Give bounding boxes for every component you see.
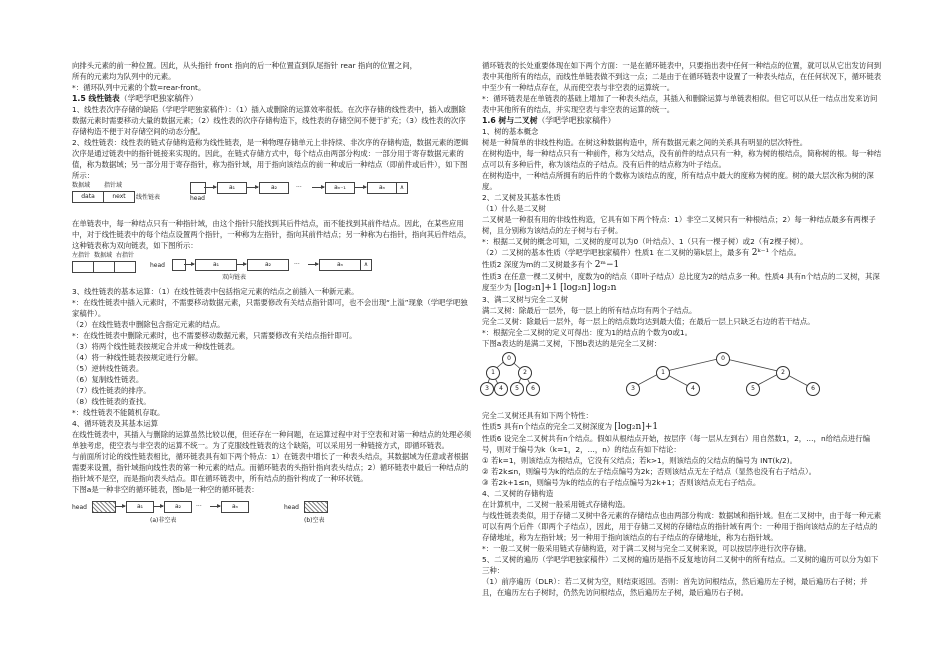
tree-node: 1 bbox=[656, 366, 670, 380]
paragraph: 在树构造中，一种结点所拥有的后件的个数称为该结点的度，所有结点中最大的度称为树的度。树的最大层次称为树的深度。 bbox=[482, 171, 874, 191]
paragraph: 1、线性表次序存储的缺陷（学吧学吧独家稿件）：（1）插入或删除的运算效率很低。在次序存储的线性表中，插入或删除数据元素时需要移动大量的数据元素；（2）线性表的次序存储构造下，线性表的存储空间不便于扩充；（3）线性表的次序存储构造不便于对存储空间的动态分配。 bbox=[72, 105, 466, 136]
head-label: head bbox=[190, 195, 205, 202]
ellipsis: ··· bbox=[294, 261, 300, 268]
paragraph: *：线性链表不能随机存取。 bbox=[72, 408, 165, 417]
formula: [log₂n]+1 bbox=[614, 422, 659, 432]
paragraph: 2、二叉树及其基本性质 bbox=[482, 193, 561, 202]
paragraph: 在计算机中，二叉树一般采用链式存储构造。 bbox=[482, 500, 630, 509]
list-node: a₂ bbox=[247, 259, 289, 271]
list-node: a₁ bbox=[126, 501, 154, 513]
formula: log₂n bbox=[592, 283, 617, 293]
tree-node: 6 bbox=[806, 382, 820, 396]
ellipsis: ··· bbox=[296, 184, 302, 191]
left-column bbox=[72, 60, 472, 528]
section-note: （学吧学吧独家稿件） bbox=[119, 94, 198, 103]
tree-edges bbox=[482, 350, 882, 408]
property-5 bbox=[482, 421, 882, 433]
tree-node: 2 bbox=[518, 366, 532, 380]
arrow bbox=[153, 506, 163, 507]
caption: 线性链表 bbox=[136, 194, 161, 201]
intro-line-2: 所有的元素均为队列中的元素。 bbox=[72, 72, 176, 81]
arrow bbox=[312, 187, 324, 188]
data-cell bbox=[93, 261, 115, 273]
paragraph: 与前面所讨论的线性链表相比，循环链表具有如下两个特点：1）在链表中增长了一种表头结点，其数据域为任意或者根据需要来设置，指针域指向线性表的第一种元素的结点。而循环链表的头指针指向表头结点；2）循环链表中最后一种结点的指针域不是空，而是指向表头结点。即在循环链表中，所有结点的指针构成了一种环状链。 bbox=[72, 452, 469, 483]
paragraph: 性质6 设完全二叉树共有n个结点。假如从根结点开始，按层序（每一层从左到右）用自然数1，2，…，n给结点进行编号，则对于编号为k（k=1，2，…，n）的结点有如下结论： bbox=[482, 434, 870, 454]
paragraph: *：循环链表是在单链表的基础上增加了一种表头结点，其插入和删除运算与单链表相似。但它可以从任一结点出发来访问表中其他所有的结点，并实现空表与非空表的运算的统一。 bbox=[482, 94, 878, 114]
arrow bbox=[115, 506, 125, 507]
caption-a: (a)非空表 bbox=[150, 517, 177, 524]
paragraph: （2）在线性链表中删除包含指定元素的结点。 bbox=[72, 320, 225, 329]
section-heading-1-6 bbox=[482, 115, 882, 126]
paragraph: 3、满二叉树与完全二叉树 bbox=[482, 295, 569, 304]
paragraph: （1）什么是二叉树 bbox=[482, 204, 546, 213]
tree-root-node: 0 bbox=[716, 352, 730, 366]
section-number: 1.5 bbox=[72, 94, 86, 103]
circular-list-diagram bbox=[72, 496, 472, 526]
formula: 2ᵏ⁻¹ bbox=[751, 248, 770, 258]
paragraph: 循环链表的长处重要体现在如下两个方面：一是在循环链表中，只要指出表中任何一种结点的位置，就可以从它出发访问到表中其他所有的结点，而线性单链表做不到这一点；二是由于在循环链表中设置了一种表头结点，在任何状况下，循环链表中至少有一种结点存在，从而使空表与非空表的运算统一。 bbox=[482, 61, 882, 92]
arrow bbox=[246, 187, 258, 188]
formula: [log₂n]+1 bbox=[513, 283, 558, 293]
list-node: a₁ bbox=[195, 259, 237, 271]
property-text: 性质3 在任意一棵二叉树中，度数为0的结点（即叶子结点）总比度为2的结点多一种。性质4 具有n个结点的二叉树，其深度至少为 bbox=[482, 272, 880, 292]
caption: 双向链表 bbox=[222, 274, 247, 281]
node-data-cell: data bbox=[72, 191, 104, 203]
intro-line-1: 向排头元素的前一种位置。因此，从头指针 front 指向的后一种位置直到队尾指针 rear 指向的位置之间， bbox=[72, 61, 417, 70]
paragraph: 树是一种简单的非线性构造。在树这种数据构造中，所有数据元素之间的关系具有明显的层次特性。 bbox=[482, 138, 808, 147]
ellipsis: ··· bbox=[196, 503, 202, 510]
property-1 bbox=[482, 247, 882, 259]
paragraph: （5）逆转线性链表。 bbox=[72, 364, 144, 373]
paragraph: （7）线性链表的排序。 bbox=[72, 386, 151, 395]
header-node bbox=[92, 501, 116, 513]
pointer-field-label: 指针域 bbox=[104, 182, 123, 189]
head-cell bbox=[172, 259, 186, 271]
formula: 2ᵐ−1 bbox=[594, 260, 620, 270]
paragraph: 二叉树是一种很有用的非线性构造，它具有如下两个特点：1）非空二叉树只有一种根结点；2）每一种结点最多有两棵子树，且分别称为该结点的左子树与右子树。 bbox=[482, 215, 876, 235]
binary-tree-diagram bbox=[482, 350, 882, 408]
paragraph: 4、循环链表及其基本运算 bbox=[72, 419, 159, 428]
property-2 bbox=[482, 259, 882, 271]
doubly-linked-list-diagram bbox=[72, 252, 472, 284]
property-text: 性质2 深度为m的二叉树最多有个 bbox=[482, 260, 593, 269]
section-title: 线性链表 bbox=[88, 94, 120, 103]
section-title: 树与二叉树 bbox=[498, 116, 538, 125]
paragraph: 下图a是一种非空的循环链表，图b是一种空的循环链表： bbox=[72, 485, 259, 494]
section-note: （学吧学吧独家稿件） bbox=[537, 116, 616, 125]
paragraph: （8）线性链表的查找。 bbox=[72, 397, 151, 406]
list-node: a₂ bbox=[259, 182, 289, 194]
paragraph: （1）前序遍历（DLR）：若二叉树为空，则结束返回。否则：首先访问根结点，然后遍历左子树，最后遍历右子树；并且，在遍历左右子树时，仍然先访问根结点，然后遍历左子树，最后遍历右子树。 bbox=[482, 577, 868, 597]
paragraph: 在线性链表中，其插入与删除的运算虽然比较以便，但还存在一种问题，在运算过程中对于空表和对第一种结点的处理必须单独考虑，使空表与非空表的运算不统一。为了克服线性链表的这个缺陷，可以采用另一种链接方式，即循环链表。 bbox=[72, 430, 472, 450]
caption-b: (b)空表 bbox=[304, 517, 325, 524]
paragraph: *：根据二叉树的概念可知，二叉树的度可以为0（叶结点）、1（只有一棵子树）或2（有2棵子树）。 bbox=[482, 237, 808, 246]
property-text: （2）二叉树的基本性质（学吧学吧独家稿件）性质1 在二叉树的第k层上，最多有 bbox=[482, 248, 750, 257]
paragraph: 在树构造中，每一种结点只有一种前件，称为父结点，没有前件的结点只有一种，称为树的根结点，简称树的根。每一种结点可以有多种后件，称为该结点的子结点。没有后件的结点称为叶子结点。 bbox=[482, 149, 882, 169]
singly-linked-list-diagram bbox=[72, 182, 472, 216]
head-label: head bbox=[284, 504, 299, 511]
list-node: a₂ bbox=[164, 501, 192, 513]
data-field-label: 数据域 bbox=[72, 182, 91, 189]
tree-node: 3 bbox=[626, 382, 640, 396]
node-next-cell: next bbox=[103, 191, 135, 203]
paragraph: 4、二叉树的存储构造 bbox=[482, 489, 554, 498]
paragraph: （6）复制线性链表。 bbox=[72, 375, 144, 384]
tree-node: 4 bbox=[686, 382, 700, 396]
paragraph: 完全二叉树还具有如下两个特性： bbox=[482, 411, 593, 420]
arrow bbox=[236, 264, 246, 265]
null-cell: ∧ bbox=[360, 259, 372, 271]
paragraph: 与线性链表类似，用于存储二叉树中各元素的存储结点也由两部分构成：数据域和指针域。但在二叉树中，由于每一种元素可以有两个后件（即两个子结点），因此，用于存储二叉树的存储结点的指针域有两个：一种用于指向该结点的左子结点的存储地址，称为左指针域；另一种用于指向该结点的右子结点的存储地址，称为右指针域。 bbox=[482, 511, 882, 542]
tree-node: 2 bbox=[776, 366, 790, 380]
paragraph: ③ 若2k+1≤n，则编号为k的结点的右子结点编号为2k+1；否则该结点无右子结点。 bbox=[482, 478, 761, 487]
tree-node: 6 bbox=[526, 382, 540, 396]
paragraph: ① 若k=1，则该结点为根结点，它没有父结点；若k>1，则该结点的父结点的编号为 INT(k/2)。 bbox=[482, 456, 798, 465]
paragraph: *：根据完全二叉树的定义可得出：度为1的结点的个数为0或1。 bbox=[482, 328, 692, 337]
data-field-label: 数据域 bbox=[94, 252, 113, 259]
formula-suffix: 个结点。 bbox=[771, 248, 801, 257]
header-node bbox=[304, 501, 328, 513]
list-node: a₁ bbox=[217, 182, 247, 194]
paragraph: 在单链表中，每一种结点只有一种指针域，由这个指针只能找到其后件结点，而不能找到其前件结点。因此，在某些应用中，对于线性链表中的每个结点设置两个指针，一种称为左指针，指向其前件结点；另一种称为右指针，指向其后件结点，这种链表称为双向链表，如下图所示： bbox=[72, 219, 472, 250]
paragraph: 满二叉树：除最后一层外，每一层上的所有结点均有两个子结点。 bbox=[482, 306, 697, 315]
property-text: 性质5 具有n个结点的完全二叉树深度为 bbox=[482, 422, 612, 431]
arrow bbox=[210, 506, 220, 507]
tree-node: 5 bbox=[746, 382, 760, 396]
right-ptr-cell bbox=[114, 261, 136, 273]
property-3-4 bbox=[482, 271, 882, 294]
list-node: aₙ bbox=[367, 182, 397, 194]
left-pointer-label: 左指针 bbox=[72, 252, 91, 259]
arrow bbox=[184, 264, 194, 265]
null-cell: ∧ bbox=[396, 182, 408, 194]
right-column bbox=[482, 60, 882, 598]
paragraph: *：在线性链表中插入元素时，不需要移动数据元素，只需要修改有关结点指针即可，也不会出现“上溢”现象（学吧学吧独家稿件）。 bbox=[72, 298, 468, 318]
paragraph: 下图a表达的是满二叉树，下图b表达的是完全二叉树： bbox=[482, 339, 662, 348]
paragraph: 3、线性链表的基本运算：（1）在线性链表中包括指定元素的结点之前插入一种新元素。 bbox=[72, 287, 359, 296]
tree-node: 1 bbox=[486, 366, 500, 380]
head-cell bbox=[190, 182, 206, 194]
arrow bbox=[354, 187, 366, 188]
head-label: head bbox=[72, 504, 87, 511]
paragraph: 2、线性链表：线性表的链式存储构造称为线性链表，是一种物理存储单元上非持续、非次序的存储构造，数据元素的逻辑次序是通过链表中的指针链接来实现的。因此，在链式存储方式中，每个结点由两部分构成：一部分用于寄存数据元素的值，称为数据域；另一部分用于寄存指针，称为指针域，用于指向该结点的前一种或后一种结点（即前件或后件），如下图所示： bbox=[72, 138, 469, 180]
paragraph: 完全二叉树：除最后一层外，每一层上的结点数均达到最大值；在最后一层上只缺乏右边的若干结点。 bbox=[482, 317, 815, 326]
tree-node: 4 bbox=[494, 382, 508, 396]
arrow bbox=[204, 187, 216, 188]
head-label: head bbox=[150, 262, 165, 269]
list-node: aₙ bbox=[221, 501, 249, 513]
paragraph: 5、二叉树的遍历（学吧学吧独家稿件）二叉树的遍历是指不反复地访问二叉树中的所有结点。二叉树的遍历可以分为如下三种： bbox=[482, 555, 879, 575]
intro-note: *：循环队列中元素的个数=rear-front。 bbox=[72, 83, 206, 92]
list-node: aₙ₋₁ bbox=[325, 182, 355, 194]
paragraph: （4）将一种线性链表按规定进行分解。 bbox=[72, 353, 203, 362]
formula: [log₂n] bbox=[560, 283, 591, 293]
right-pointer-label: 右指针 bbox=[116, 252, 135, 259]
tree-root-node: 0 bbox=[502, 352, 516, 366]
tree-node: 3 bbox=[480, 382, 494, 396]
section-heading-1-5 bbox=[72, 93, 472, 104]
paragraph: 1、树的基本概念 bbox=[482, 127, 539, 136]
section-number: 1.6 bbox=[482, 116, 496, 125]
list-node: aₙ bbox=[319, 259, 361, 271]
paragraph: *：一般二叉树一般采用链式存储构造，对于满二叉树与完全二叉树来说，可以按层序进行次序存储。 bbox=[482, 544, 811, 553]
paragraph: *：在线性链表中删除元素时，也不需要移动数据元素，只需要修改有关结点指针即可。 bbox=[72, 331, 357, 340]
arrow bbox=[308, 264, 318, 265]
left-ptr-cell bbox=[72, 261, 94, 273]
tree-node: 5 bbox=[510, 382, 524, 396]
paragraph: （3）将两个线性链表按规定合并成一种线性链表。 bbox=[72, 342, 240, 351]
paragraph: ② 若2k≤n，则编号为k的结点的左子结点编号为2k；否则该结点无左子结点（显然也没有右子结点）。 bbox=[482, 467, 817, 476]
